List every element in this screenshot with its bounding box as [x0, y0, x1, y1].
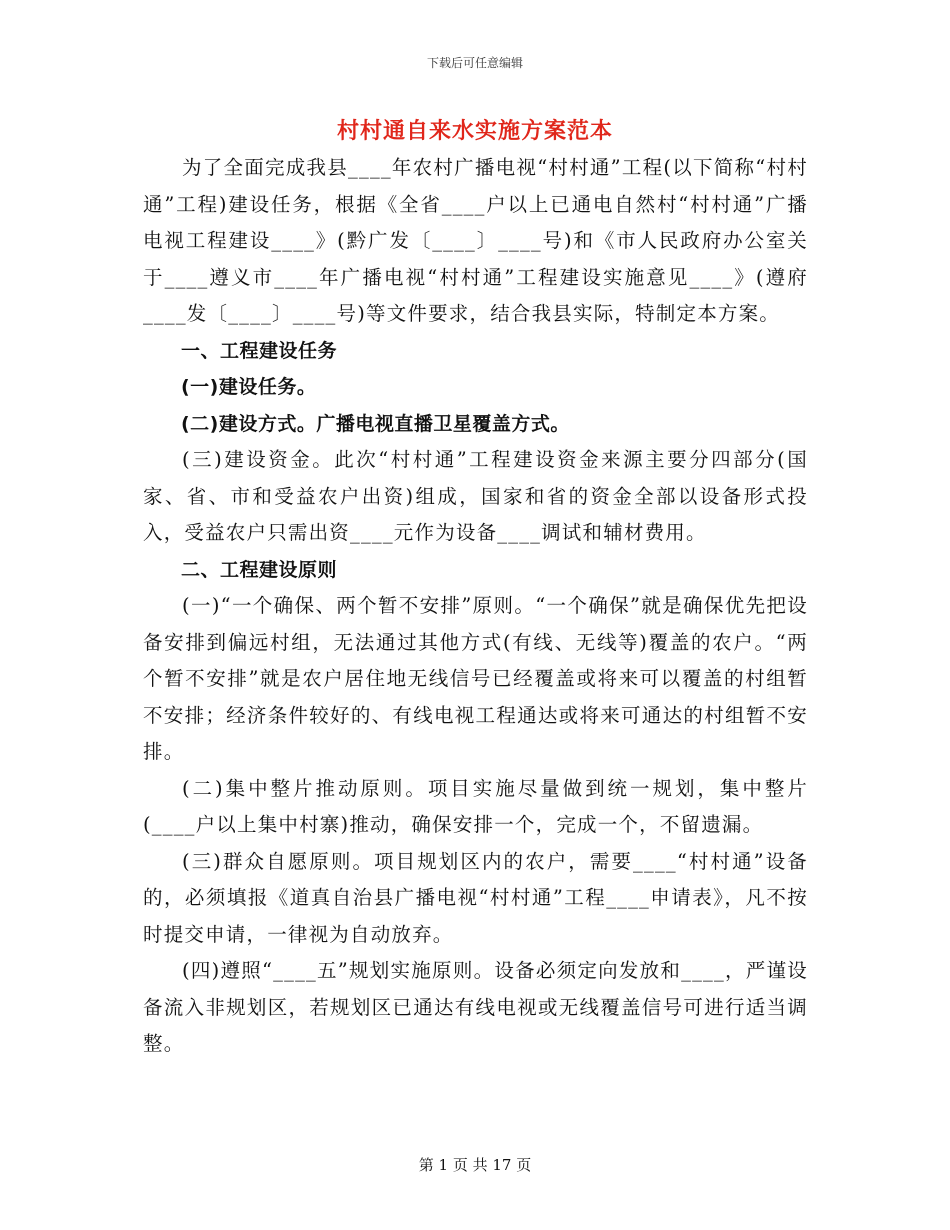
paragraph-principle-3: (三)群众自愿原则。项目规划区内的农户，需要____“村村通”设备的，必须填报《道真自治县广播电视“村村通”工程____申请表》，凡不按时提交申请，一律视为自动放弃。 — [143, 849, 808, 946]
document-title: 村村通自来水实施方案范本 — [336, 118, 613, 144]
subsection-heading-1-2: (二)建设方式。广播电视直播卫星覆盖方式。 — [181, 412, 570, 435]
paragraph-principle-1: (一)“一个确保、两个暂不安排”原则。“一个确保”就是确保优先把设备安排到偏远村组，无法通过其他方式(有线、无线等)覆盖的农户。“两个暂不安排”就是农户居住地无线信号已经覆盖或将来可以覆盖的村组暂不安排；经济条件较好的、有线电视工程通达或将来可通达的村组暂不安排。 — [143, 594, 808, 763]
intro-paragraph: 为了全面完成我县____年农村广播电视“村村通”工程(以下简称“村村通”工程)建设任务，根据《全省____户以上已通电自然村“村村通”广播电视工程建设____》(黔广发〔____〕____号)和《市人民政府办公室关于____遵义市____年广播电视“村村通”工程建设实施意见____》(遵府____发〔____〕____号)等文件要求，结合我县实际，特制定本方案。 — [143, 156, 808, 325]
page-footer: 第 1 页 共 17 页 — [418, 1156, 532, 1174]
paragraph-principle-4: (四)遵照“____五”规划实施原则。设备必须定向发放和____，严谨设备流入非规划区，若规划区已通达有线电视或无线覆盖信号可进行适当调整。 — [143, 959, 808, 1055]
section-heading-1: 一、工程建设任务 — [181, 339, 338, 362]
paragraph-funding: (三)建设资金。此次“村村通”工程建设资金来源主要分四部分(国家、省、市和受益农户出资)组成，国家和省的资金全部以设备形式投入，受益农户只需出资____元作为设备____调试和辅材费用。 — [143, 448, 808, 544]
header-note: 下载后可任意编辑 — [426, 56, 523, 70]
subsection-heading-1-1: (一)建设任务。 — [181, 376, 317, 398]
paragraph-principle-2: (二)集中整片推动原则。项目实施尽量做到统一规划，集中整片(____户以上集中村寨)推动，确保安排一个，完成一个，不留遗漏。 — [143, 776, 809, 836]
document-body — [143, 150, 808, 1063]
section-heading-2: 二、工程建设原则 — [181, 558, 338, 581]
